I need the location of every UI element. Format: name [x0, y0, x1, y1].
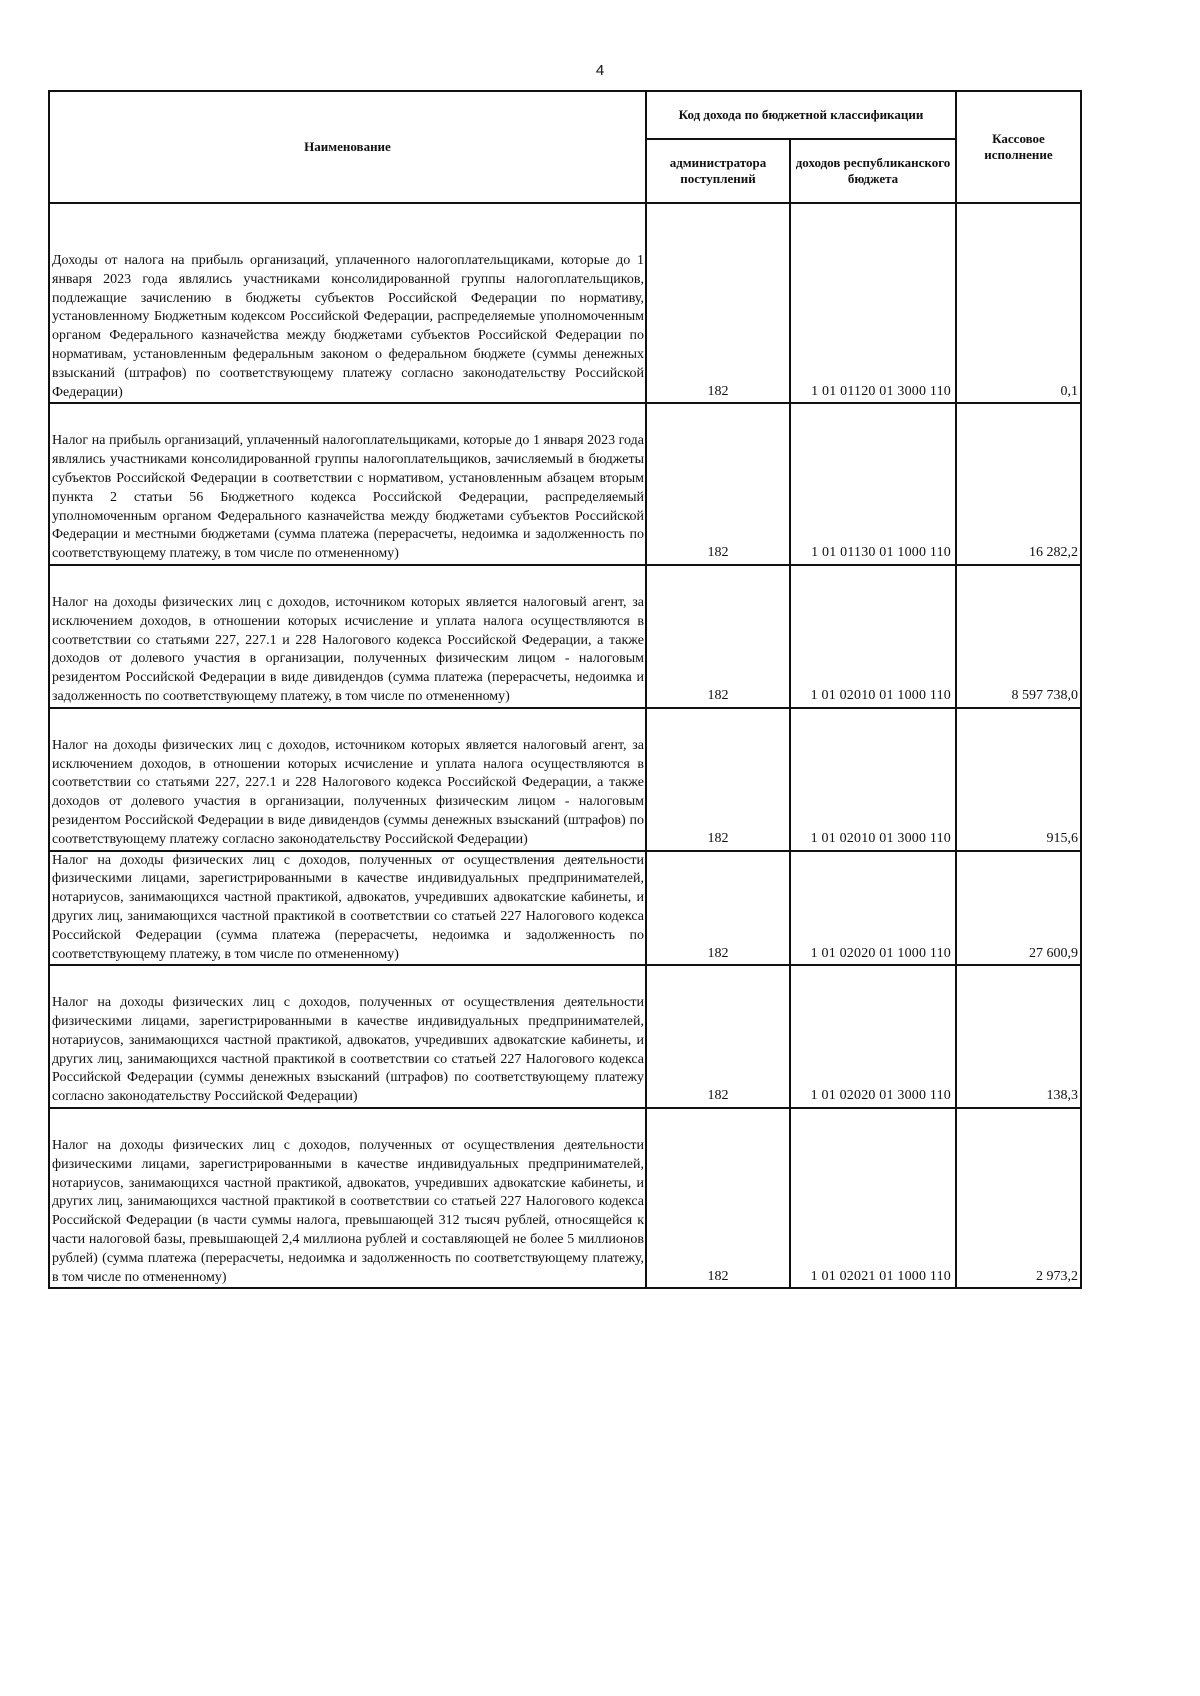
row-admin-code: 182 — [646, 708, 790, 851]
row-admin-code: 182 — [646, 403, 790, 565]
budget-income-table — [48, 90, 1082, 1289]
row-admin-code: 182 — [646, 965, 790, 1108]
row-name: Налог на доходы физических лиц с доходов, источником которых является налоговый агент, за исключением доходов, в отношении которых исчисление и уплата налога осуществляются в соответствии со статьями 227, 227.1 и 228 Налогового кодекса Российской Федерации, а также доходов от долевого участия в организации, полученных физическим лицом - налоговым резидентом Российской Федерации в виде дивидендов (суммы денежных взысканий (штрафов) по соответствующему платежу согласно законодательству Российской Федерации) — [49, 708, 646, 851]
header-name: Наименование — [49, 91, 646, 203]
header-code-group: Код дохода по бюджетной классификации — [646, 91, 956, 139]
row-name: Налог на доходы физических лиц с доходов, источником которых является налоговый агент, за исключением доходов, в отношении которых исчисление и уплата налога осуществляются в соответствии со статьями 227, 227.1 и 228 Налогового кодекса Российской Федерации, а также доходов от долевого участия в организации, полученных физическим лицом - налоговым резидентом Российской Федерации в виде дивидендов (сумма платежа (перерасчеты, недоимка и задолженность по соответствующему платежу, в том числе по отмененному) — [49, 565, 646, 708]
row-name: Налог на доходы физических лиц с доходов, полученных от осуществления деятельности физическими лицами, зарегистрированными в качестве индивидуальных предпринимателей, нотариусов, занимающихся частной практикой, адвокатов, учредивших адвокатские кабинеты, и других лиц, занимающихся частной практикой в соответствии со статьей 227 Налогового кодекса Российской Федерации (в части суммы налога, превышающей 312 тысяч рублей, относящейся к части налоговой базы, превышающей 2,4 миллиона рублей и составляющей не более 5 миллионов рублей) (сумма платежа (перерасчеты, недоимка и задолженность по соответствующему платежу, в том числе по отмененному) — [49, 1108, 646, 1288]
row-revenue-code: 1 01 02020 01 3000 110 — [790, 965, 956, 1108]
header-revenue: доходов республиканского бюджета — [790, 139, 956, 203]
row-amount: 8 597 738,0 — [956, 565, 1081, 708]
row-admin-code: 182 — [646, 851, 790, 966]
row-name: Налог на прибыль организаций, уплаченный налогоплательщиками, которые до 1 января 2023 года являлись участниками консолидированной группы налогоплательщиков, зачисляемый в бюджеты субъектов Российской Федерации в соответствии с нормативом, установленным абзацем вторым пункта 2 статьи 56 Бюджетного кодекса Российской Федерации, распределяемый уполномоченным органом Федерального казначейства между бюджетами субъектов Российской Федерации и местными бюджетами (сумма платежа (перерасчеты, недоимка и задолженность по соответствующему платежу, в том числе по отмененному) — [49, 403, 646, 565]
row-amount: 16 282,2 — [956, 403, 1081, 565]
row-revenue-code: 1 01 01130 01 1000 110 — [790, 403, 956, 565]
table-row — [49, 565, 1081, 708]
row-admin-code: 182 — [646, 1108, 790, 1288]
row-name: Налог на доходы физических лиц с доходов, полученных от осуществления деятельности физическими лицами, зарегистрированными в качестве индивидуальных предпринимателей, нотариусов, занимающихся частной практикой, адвокатов, учредивших адвокатские кабинеты, и других лиц, занимающихся частной практикой в соответствии со статьей 227 Налогового кодекса Российской Федерации (суммы денежных взысканий (штрафов) по соответствующему платежу согласно законодательству Российской Федерации) — [49, 965, 646, 1108]
row-name: Налог на доходы физических лиц с доходов, полученных от осуществления деятельности физическими лицами, зарегистрированными в качестве индивидуальных предпринимателей, нотариусов, занимающихся частной практикой, адвокатов, учредивших адвокатские кабинеты, и других лиц, занимающихся частной практикой в соответствии со статьей 227 Налогового кодекса Российской Федерации (сумма платежа (перерасчеты, недоимка и задолженность по соответствующему платежу, в том числе по отмененному) — [49, 851, 646, 966]
row-admin-code: 182 — [646, 203, 790, 403]
row-amount: 2 973,2 — [956, 1108, 1081, 1288]
header-execution: Кассовое исполнение — [956, 91, 1081, 203]
row-admin-code: 182 — [646, 565, 790, 708]
page-number: 4 — [595, 62, 605, 79]
table-row — [49, 1108, 1081, 1288]
row-revenue-code: 1 01 01120 01 3000 110 — [790, 203, 956, 403]
table-row — [49, 851, 1081, 966]
row-revenue-code: 1 01 02021 01 1000 110 — [790, 1108, 956, 1288]
row-amount: 0,1 — [956, 203, 1081, 403]
row-amount: 138,3 — [956, 965, 1081, 1108]
row-amount: 27 600,9 — [956, 851, 1081, 966]
row-revenue-code: 1 01 02020 01 1000 110 — [790, 851, 956, 966]
table-row — [49, 403, 1081, 565]
row-revenue-code: 1 01 02010 01 1000 110 — [790, 565, 956, 708]
table-row — [49, 203, 1081, 403]
row-revenue-code: 1 01 02010 01 3000 110 — [790, 708, 956, 851]
table-row — [49, 965, 1081, 1108]
table-row — [49, 708, 1081, 851]
header-admin: администратора поступлений — [646, 139, 790, 203]
row-name: Доходы от налога на прибыль организаций, уплаченного налогоплательщиками, которые до 1 января 2023 года являлись участниками консолидированной группы налогоплательщиков, подлежащие зачислению в бюджеты субъектов Российской Федерации по нормативу, установленному Бюджетным кодексом Российской Федерации, распределяемые уполномоченным органом Федерального казначейства между бюджетами субъектов Российской Федерации по нормативам, установленным федеральным законом о федеральном бюджете (суммы денежных взысканий (штрафов) по соответствующему платежу согласно законодательству Российской Федерации) — [49, 203, 646, 403]
row-amount: 915,6 — [956, 708, 1081, 851]
